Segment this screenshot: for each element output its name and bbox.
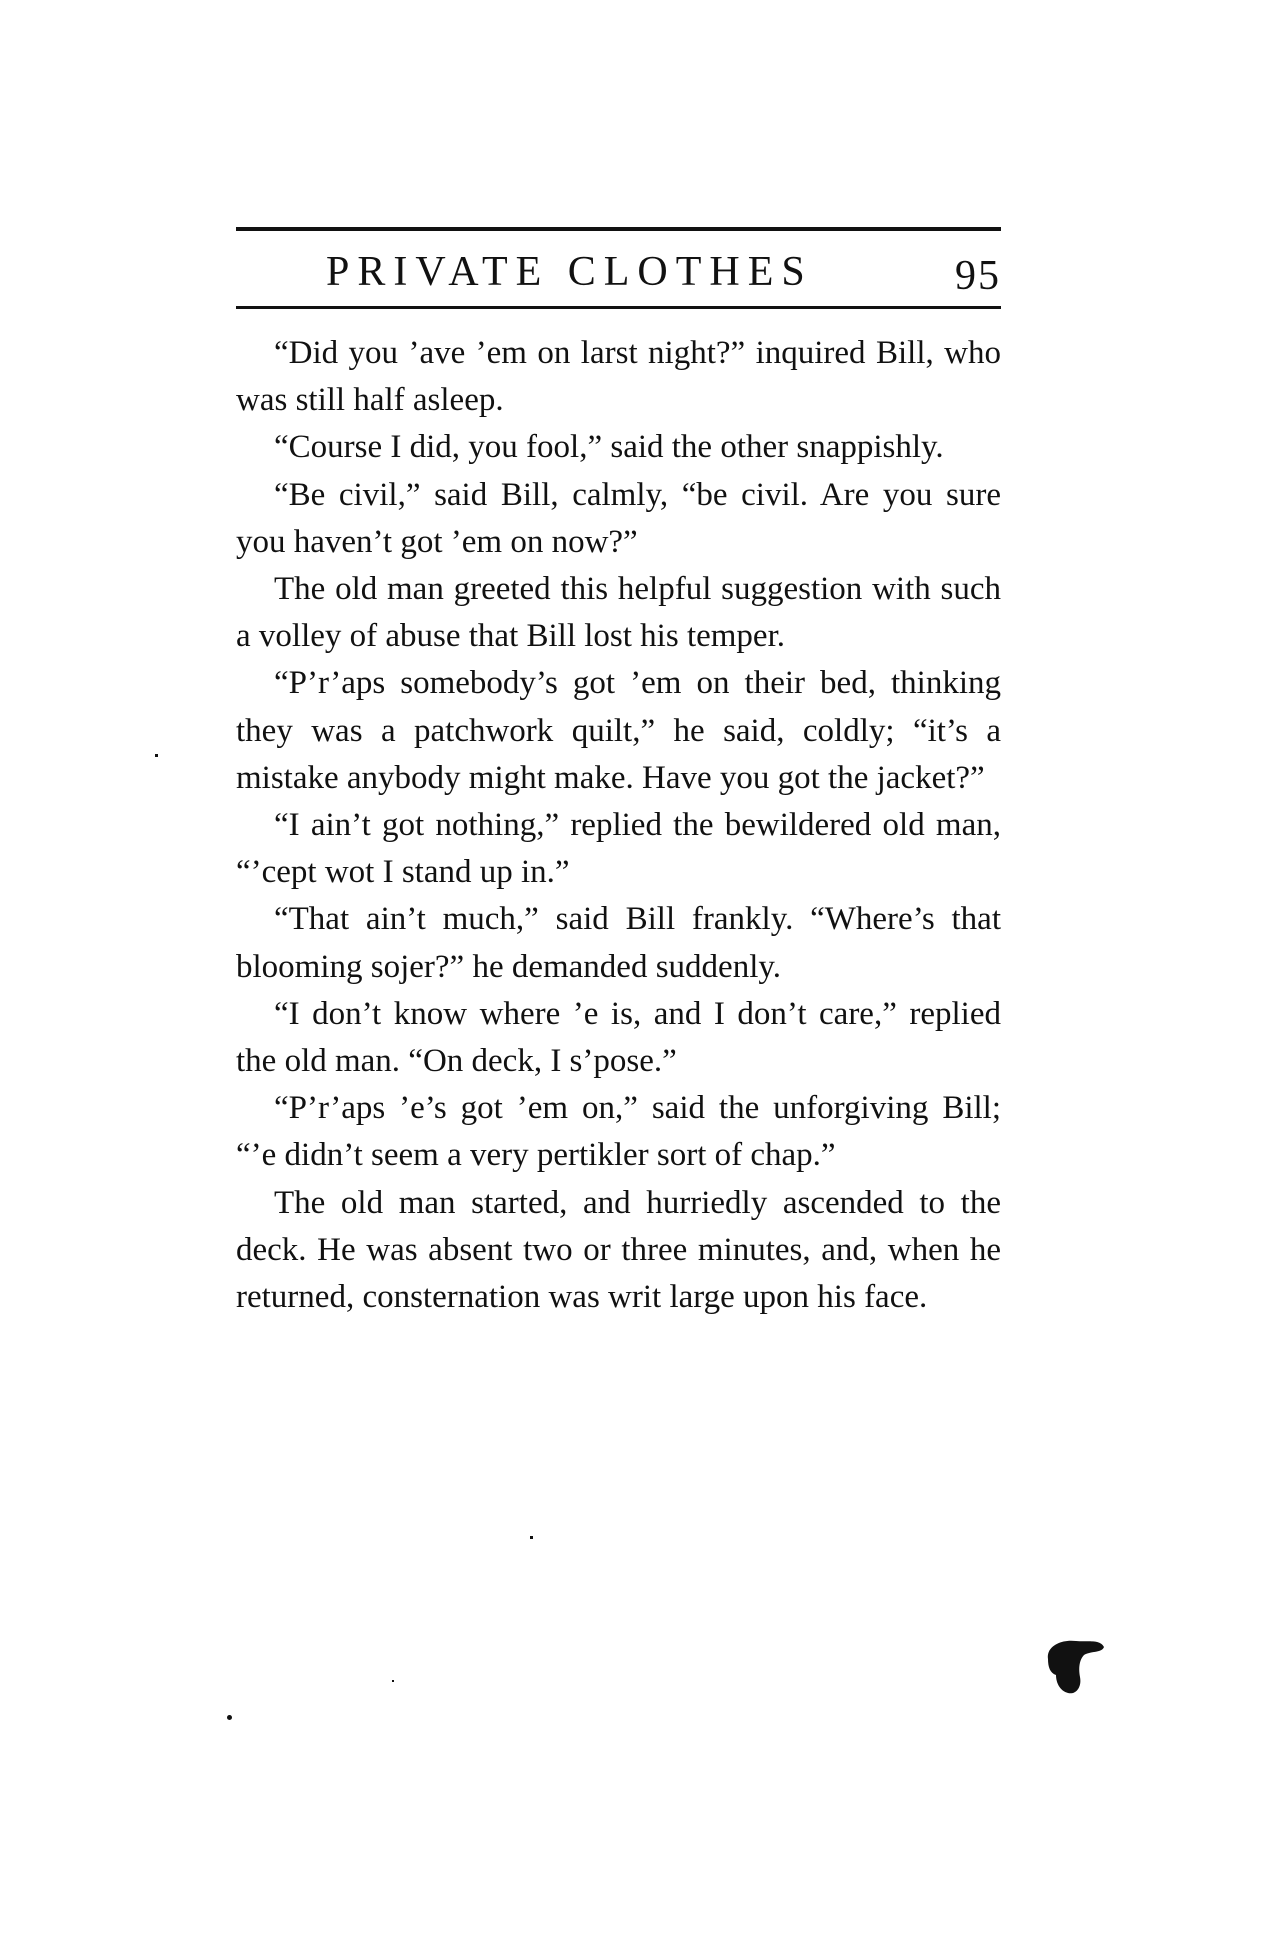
paragraph: “P’r’aps somebody’s got ’em on their bed, thinking they was a patchwork quilt,” he said, coldly; “it’s a mistake anybody might make. Have you got the jacket?”: [236, 665, 1001, 796]
header-rule-bottom: [236, 306, 1001, 309]
paragraph: “I ain’t got nothing,” replied the bewildered old man, “’cept wot I stand up in.”: [236, 807, 1001, 891]
paragraph: “P’r’aps ’e’s got ’em on,” said the unforgiving Bill; “’e didn’t seem a very pertikler sort of chap.”: [236, 1090, 1001, 1174]
running-head: [236, 244, 1001, 304]
page-number: 95: [955, 253, 1001, 299]
ink-blot-mark: [1042, 1637, 1106, 1697]
paragraph: The old man greeted this helpful suggestion with such a volley of abuse that Bill lost his temper.: [236, 571, 1001, 655]
speck-mark: [155, 754, 158, 757]
speck-mark: [530, 1536, 533, 1539]
paragraph: “That ain’t much,” said Bill frankly. “Where’s that blooming sojer?” he demanded suddenly.: [236, 901, 1001, 985]
paragraph: “Did you ’ave ’em on larst night?” inquired Bill, who was still half asleep.: [236, 335, 1001, 419]
paragraph: “I don’t know where ’e is, and I don’t care,” replied the old man. “On deck, I s’pose.”: [236, 995, 1001, 1080]
body-text: [236, 330, 1001, 1321]
paragraph: “Course I did, you fool,” said the other snappishly.: [274, 429, 944, 466]
speck-mark: [227, 1715, 232, 1720]
speck-mark: [392, 1680, 394, 1682]
header-rule-top: [236, 227, 1001, 231]
paragraph: The old man started, and hurriedly ascended to the deck. He was absent two or three minutes, and, when he returned, consternation was writ large upon his face.: [236, 1184, 1001, 1316]
running-title: PRIVATE CLOTHES: [326, 249, 813, 295]
paragraph: “Be civil,” said Bill, calmly, “be civil. Are you sure you haven’t got ’em on now?”: [236, 476, 1001, 560]
